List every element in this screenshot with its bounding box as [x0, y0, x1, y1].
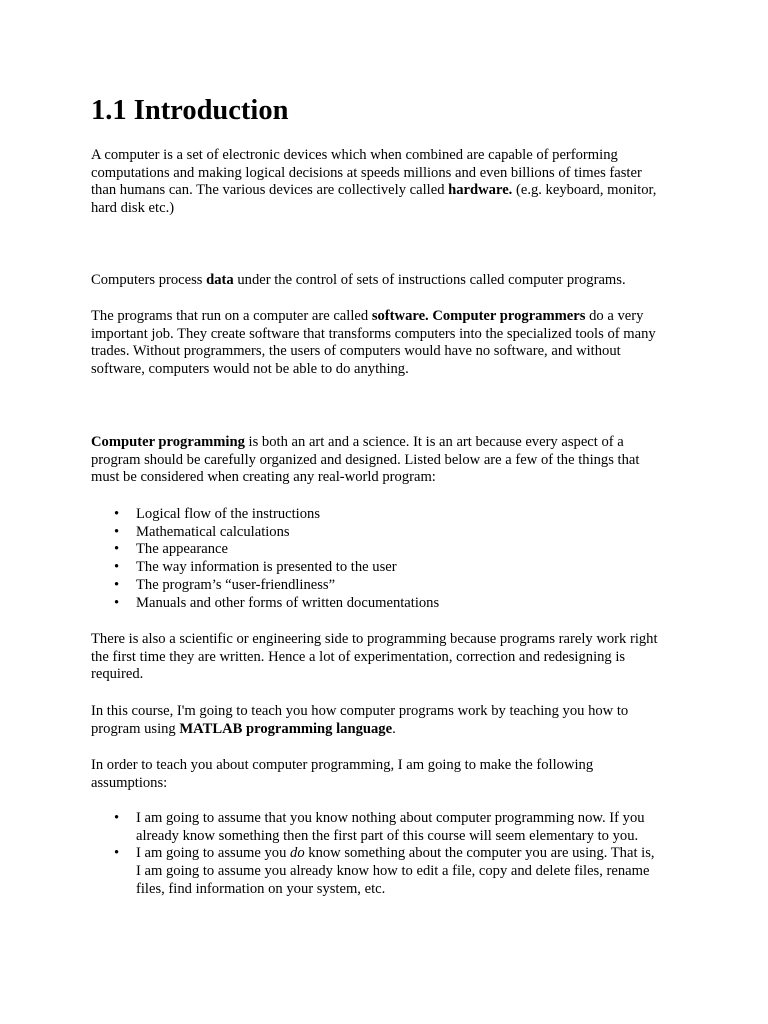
list-item-line: I am going to assume that you know nothing about computer programming now. If you: [136, 810, 645, 826]
text-run: know something about the computer you are using. That is,: [304, 845, 655, 862]
paragraph-assumptions-intro: [91, 757, 691, 792]
bold-term-software: software. Computer programmers: [371, 308, 586, 324]
text-run: I am going to assume you: [136, 845, 291, 862]
considerations-list: [91, 506, 691, 612]
assumptions-list: [91, 810, 691, 899]
bullet-icon: •: [114, 594, 120, 611]
text-line: software, computers would not be able to do anything.: [91, 361, 409, 378]
page-title: 1.1 Introduction: [91, 95, 289, 126]
text-line: trades. Without programmers, the users of computers would have no software, and without: [91, 343, 621, 360]
paragraph-data: [91, 272, 691, 290]
paragraph-computer-definition: [91, 147, 691, 218]
bullet-icon: •: [114, 845, 120, 862]
list-item: [91, 595, 691, 613]
list-item: [91, 845, 691, 898]
text-line: assumptions:: [91, 774, 168, 791]
list-item-text: The way information is presented to the user: [136, 559, 397, 576]
italic-term-do: do: [290, 845, 305, 862]
text-run: (e.g. keyboard, monitor,: [512, 182, 657, 199]
list-item: [91, 559, 691, 577]
list-item-text: The program’s “user-friendliness”: [136, 576, 336, 593]
list-item-line: files, find information on your system, etc.: [136, 880, 386, 897]
text-run: .: [392, 720, 396, 737]
bullet-icon: •: [114, 576, 120, 593]
text-run: The programs that run on a computer are called: [91, 308, 372, 324]
bullet-icon: •: [114, 506, 120, 522]
paragraph-computer-programming: [91, 434, 691, 487]
list-item: [91, 541, 691, 559]
text-line: A computer is a set of electronic devices which when combined are capable of performing: [91, 147, 618, 163]
list-item-line: already know something then the first part of this course will seem elementary to you.: [136, 827, 639, 844]
bullet-icon: •: [114, 559, 120, 576]
text-run: Computers process: [91, 272, 207, 288]
bold-term-matlab: MATLAB programming language: [179, 720, 393, 737]
list-item: [91, 577, 691, 595]
text-run: than humans can. The various devices are collectively called: [91, 182, 449, 199]
text-line: [91, 182, 691, 200]
text-line: the first time they are written. Hence a lot of experimentation, correction and redesigning is: [91, 648, 626, 665]
list-item-text: Manuals and other forms of written documentations: [136, 594, 440, 611]
text-run: program using: [91, 720, 180, 737]
text-line: must be considered when creating any real-world program:: [91, 469, 436, 486]
list-item-text: Logical flow of the instructions: [136, 506, 321, 522]
paragraph-engineering-side: [91, 631, 691, 684]
bold-term-hardware: hardware.: [448, 182, 513, 199]
bullet-icon: •: [114, 810, 120, 826]
text-line: hard disk etc.): [91, 200, 175, 217]
text-line: There is also a scientific or engineering side to programming because programs rarely work right: [91, 631, 658, 647]
text-line: In order to teach you about computer programming, I am going to make the following: [91, 757, 594, 773]
paragraph-software: [91, 308, 691, 379]
bullet-icon: •: [114, 541, 120, 558]
list-item-text: Mathematical calculations: [136, 523, 290, 540]
text-line: program should be carefully organized and designed. Listed below are a few of the things that: [91, 451, 640, 468]
text-line: In this course, I'm going to teach you how computer programs work by teaching you how to: [91, 703, 629, 719]
text-line: required.: [91, 666, 144, 683]
bullet-icon: •: [114, 523, 120, 540]
list-item: [91, 506, 691, 524]
text-line: important job. They create software that transforms computers into the specialized tools of many: [91, 325, 656, 342]
text-line: [91, 434, 691, 452]
list-item-line: I am going to assume you already know how to edit a file, copy and delete files, rename: [136, 863, 650, 880]
list-item-text: The appearance: [136, 541, 228, 558]
text-run: is both an art and a science. It is an art because every aspect of a: [244, 434, 624, 450]
text-line: [91, 721, 691, 739]
list-item: [91, 524, 691, 542]
bold-term-data: data: [206, 272, 234, 288]
text-line: computations and making logical decisions at speeds millions and even billions of times faster: [91, 164, 642, 181]
text-line: [91, 308, 691, 326]
paragraph-course-intro: [91, 703, 691, 738]
bold-term-computer-programming: Computer programming: [91, 434, 245, 450]
list-item-line: [136, 845, 691, 863]
list-item: [91, 810, 691, 845]
text-run: do a very: [585, 308, 644, 324]
text-run: under the control of sets of instructions called computer programs.: [233, 272, 626, 288]
